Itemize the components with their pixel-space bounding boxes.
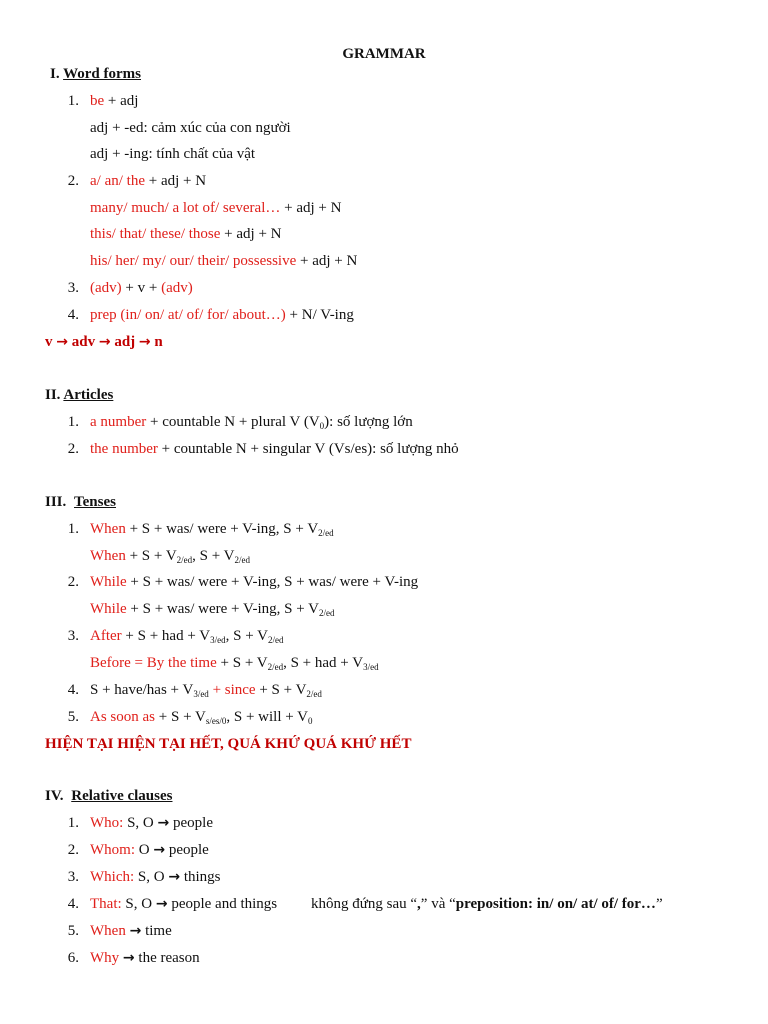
rule-text: things [180, 869, 221, 885]
section-title: Relative clauses [71, 788, 173, 804]
subscript: 2/ed [234, 555, 251, 565]
item-number: 1. [67, 93, 79, 109]
rule-text: + adj + N [296, 253, 358, 269]
section-heading-relative-clauses [45, 786, 172, 806]
arrow-right-icon: → [56, 334, 68, 350]
tense-summary: HIỆN TẠI HIỆN TẠI HẾT, QUÁ KHỨ QUÁ KHỨ HẾT [45, 736, 412, 752]
arrow-right-icon: → [157, 815, 170, 831]
subscript: 3/ed [210, 635, 226, 645]
keyword: Why [90, 950, 120, 966]
rule-text: S, O [134, 869, 169, 885]
keyword: many/ much/ a lot of/ several… [90, 200, 281, 216]
item-number: 1. [67, 815, 79, 831]
subscript: 0 [308, 716, 313, 726]
summary-term: adv [71, 334, 96, 350]
keyword: be [90, 93, 105, 109]
rule-line [90, 599, 334, 619]
note-text: không đứng sau “ [311, 896, 418, 912]
item-number: 6. [67, 950, 79, 966]
rule-text: , S + V [192, 548, 235, 564]
rule-text: , S + will + V [226, 709, 309, 725]
rule-text: + v + [121, 280, 162, 296]
rule-text: + S + V [216, 655, 268, 671]
rule-text: S + have/has + V [90, 682, 194, 698]
rule-text: , S + V [225, 628, 268, 644]
subscript: s/es/0 [205, 716, 227, 726]
rule-text: + adj + N [280, 200, 342, 216]
rule-text: adj + -ed: cảm xúc của con người [90, 120, 291, 136]
rule-line [90, 144, 255, 164]
rule-text: O [135, 842, 154, 858]
item-number: 3. [67, 280, 79, 296]
arrow-right-icon: → [138, 334, 151, 350]
subscript: 3/ed [193, 689, 209, 699]
item-number: 5. [67, 709, 79, 725]
rule-text: + adj + N [220, 226, 282, 242]
keyword: While [90, 574, 127, 590]
subscript: 3/ed [363, 662, 379, 672]
word-form-summary [45, 332, 163, 352]
rule-text: + S + was/ were + V-ing, S + V [126, 601, 319, 617]
summary-term: adj [114, 334, 136, 350]
keyword: While [90, 601, 127, 617]
rule-line [90, 198, 341, 218]
note-text: ” [655, 896, 663, 912]
rule-text: + N/ V-ing [285, 307, 354, 323]
rule-text: + S + V [155, 709, 206, 725]
rule-text: + S + V [125, 548, 177, 564]
item-number: 4. [67, 307, 79, 323]
keyword: a number [90, 414, 147, 430]
keyword: When [90, 521, 126, 537]
keyword: a/ an/ the [90, 173, 145, 189]
rule-text: + adj [104, 93, 139, 109]
rule-text: + S + had + V [121, 628, 211, 644]
rule-text: + S + V [255, 682, 307, 698]
keyword: Which: [90, 869, 135, 885]
rule-line [90, 224, 281, 244]
rule-line [90, 118, 291, 138]
summary-term: v [45, 334, 53, 350]
rule-text: + S + was/ were + V-ing, S + was/ were + V-ing [126, 574, 419, 590]
item-number: 3. [67, 628, 79, 644]
rule-text: people [165, 842, 209, 858]
keyword: (adv) [90, 280, 122, 296]
item-number: 4. [67, 896, 79, 912]
section-title: Word forms [63, 66, 141, 82]
section-number: IV. [45, 788, 64, 804]
keyword: Before = By the time [90, 655, 217, 671]
note-text: preposition: in/ on/ at/ of/ for… [455, 896, 656, 912]
section-heading-articles [45, 385, 113, 405]
item-number: 2. [67, 173, 79, 189]
item-number: 1. [67, 521, 79, 537]
rule-text: + adj + N [144, 173, 207, 189]
keyword: As soon as [90, 709, 156, 725]
section-heading-word-forms [50, 64, 141, 84]
rule-text: + S + was/ were + V-ing, S + V [125, 521, 319, 537]
arrow-right-icon: → [129, 923, 142, 939]
item-number: 1. [67, 414, 79, 430]
keyword: + since [208, 682, 256, 698]
rule-text: people and things [167, 896, 278, 912]
rule-line [90, 653, 379, 673]
arrow-right-icon: → [98, 334, 111, 350]
rule-text: adj + -ing: tính chất của vật [90, 146, 256, 162]
keyword: That: [90, 896, 122, 912]
arrow-right-icon: → [153, 842, 166, 858]
keyword: When [90, 923, 126, 939]
subscript: 0 [319, 421, 325, 431]
subscript: 2/ed [306, 689, 322, 699]
rule-text: S, O [123, 815, 158, 831]
keyword: Who: [90, 815, 124, 831]
rule-text: S, O [121, 896, 156, 912]
section-title: Articles [63, 387, 114, 403]
item-number: 5. [67, 923, 79, 939]
keyword: his/ her/ my/ our/ their/ possessive [90, 253, 297, 269]
keyword: this/ that/ these/ those [90, 226, 221, 242]
rule-text: people [169, 815, 213, 831]
rule-text: time [141, 923, 172, 939]
item-number: 4. [67, 682, 79, 698]
section-heading-tenses [45, 492, 116, 512]
item-number: 2. [67, 441, 79, 457]
keyword: the number [90, 441, 158, 457]
section-number: I. [50, 66, 60, 82]
section-number: III. [45, 494, 67, 510]
summary-term: n [154, 334, 163, 350]
keyword: prep (in/ on/ at/ of/ for/ about…) [90, 307, 286, 323]
rule-text: the reason [134, 950, 200, 966]
rule-line [90, 546, 250, 566]
arrow-right-icon: → [122, 950, 135, 966]
item-number: 3. [67, 869, 79, 885]
rule-text: , S + had + V [283, 655, 364, 671]
keyword: When [90, 548, 126, 564]
subscript: 2/ed [318, 608, 335, 618]
keyword: (adv) [161, 280, 193, 296]
note-text: , [417, 896, 421, 912]
note-text: ” và “ [420, 896, 456, 912]
usage-note [311, 894, 663, 914]
section-title: Tenses [74, 494, 116, 510]
subscript: 2/ed [318, 528, 334, 538]
rule-text: ): số lượng lớn [324, 414, 413, 430]
subscript: 2/ed [176, 555, 193, 565]
section-number: II. [45, 387, 61, 403]
rule-text: + countable N + singular V (Vs/es): số lượng nhỏ [157, 441, 459, 457]
keyword: Whom: [90, 842, 135, 858]
subscript: 2/ed [267, 662, 284, 672]
rule-text: + countable N + plural V (V [146, 414, 320, 430]
subscript: 2/ed [267, 635, 284, 645]
page-title: GRAMMAR [342, 46, 426, 62]
arrow-right-icon: → [168, 869, 181, 885]
item-number: 2. [67, 574, 79, 590]
item-number: 2. [67, 842, 79, 858]
keyword: After [90, 628, 122, 644]
arrow-right-icon: → [155, 896, 168, 912]
rule-line [90, 251, 357, 271]
